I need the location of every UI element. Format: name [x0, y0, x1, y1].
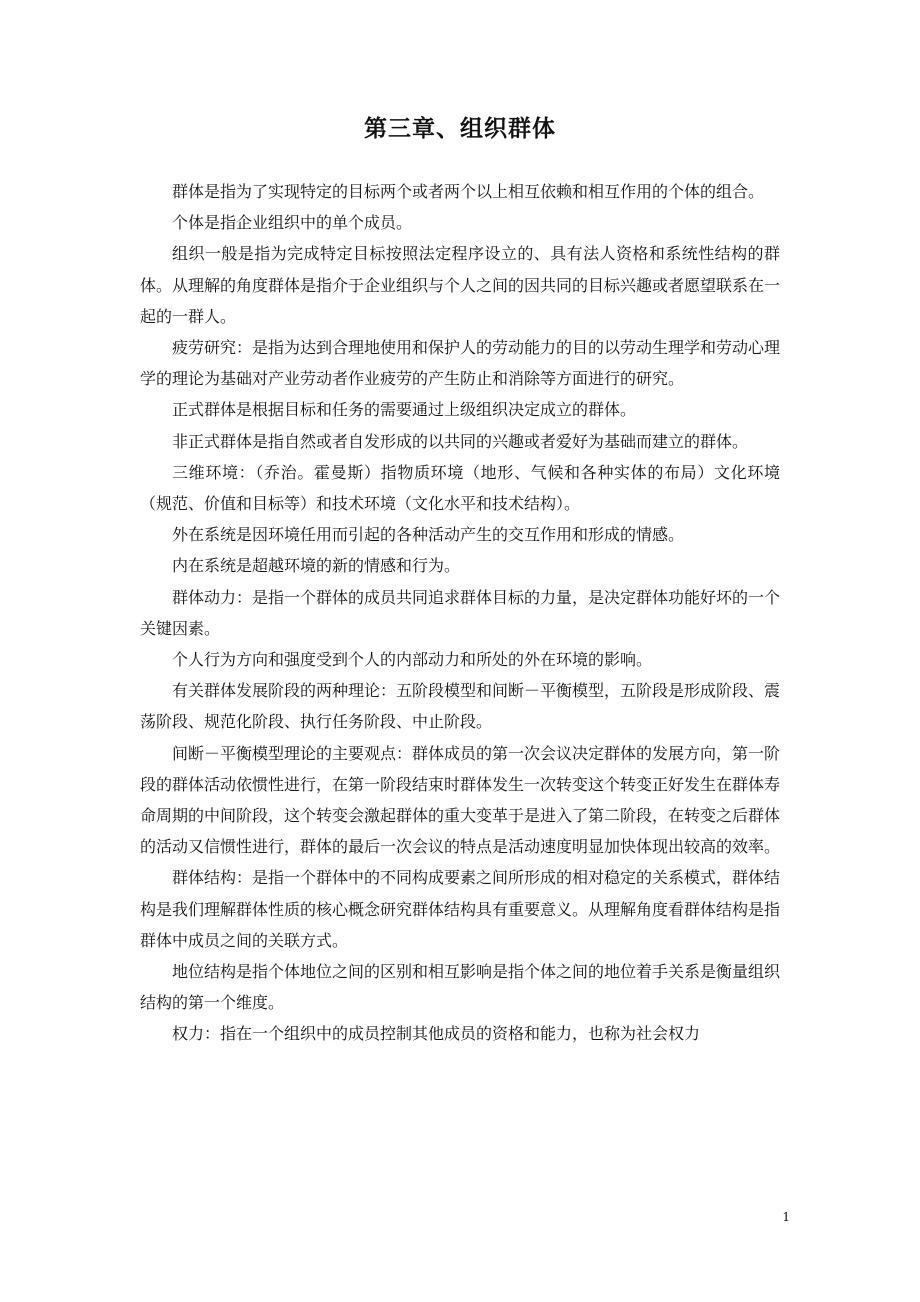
paragraph-organization-definition: 组织一般是指为完成特定目标按照法定程序设立的、具有法人资格和系统性结构的群体。从理解的角度群体是指介于企业组织与个人之间的因共同的目标兴趣或者愿望联系在一起的一群人。	[140, 244, 781, 326]
paragraph-punctuated-equilibrium: 间断－平衡模型理论的主要观点：群体成员的第一次会议决定群体的发展方向，第一阶段的群体活动依惯性进行，在第一阶段结束时群体发生一次转变这个转变正好发生在群体寿命周期的中间阶段，这个转变会激起群体的重大变革于是进入了第二阶段，在转变之后群体的活动又信惯性进行，群体的最后一次会议的特点是活动速度明显加快体现出较高的效率。	[140, 743, 781, 857]
chapter-title: 第三章、组织群体	[364, 116, 556, 142]
paragraph-group-structure: 群体结构：是指一个群体中的不同构成要素之间所形成的相对稳定的关系模式，群体结构是我们理解群体性质的核心概念研究群体结构具有重要意义。从理解角度看群体结构是指群体中成员之间的关联方式。	[140, 868, 781, 950]
paragraph-power: 权力：指在一个组织中的成员控制其他成员的资格和能力，也称为社会权力	[172, 1024, 701, 1044]
paragraph-group-dynamics: 群体动力：是指一个群体的成员共同追求群体目标的力量，是决定群体功能好坏的一个关键因素。	[140, 587, 781, 638]
document-body	[140, 176, 780, 1050]
paragraph-fatigue-research: 疲劳研究：是指为达到合理地使用和保护人的劳动能力的目的以劳动生理学和劳动心理学的理论为基础对产业劳动者作业疲劳的产生防止和消除等方面进行的研究。	[140, 338, 781, 389]
paragraph-informal-group: 非正式群体是指自然或者自发形成的以共同的兴趣或者爱好为基础而建立的群体。	[172, 431, 749, 451]
paragraph-status-structure: 地位结构是指个体地位之间的区别和相互影响是指个体之间的地位着手关系是衡量组织结构的第一个维度。	[140, 962, 781, 1013]
paragraph-development-theories: 有关群体发展阶段的两种理论：五阶段模型和间断－平衡模型，五阶段是形成阶段、震荡阶段、规范化阶段、执行任务阶段、中止阶段。	[140, 681, 781, 732]
paragraph-formal-group: 正式群体是根据目标和任务的需要通过上级组织决定成立的群体。	[172, 400, 637, 420]
paragraph-group-definition: 群体是指为了实现特定的目标两个或者两个以上相互依赖和相互作用的个体的组合。	[172, 182, 765, 201]
paragraph-external-system: 外在系统是因环境任用而引起的各种活动产生的交互作用和形成的情感。	[172, 525, 685, 545]
paragraph-individual-definition: 个体是指企业组织中的单个成员。	[172, 213, 413, 233]
paragraph-internal-system: 内在系统是超越环境的新的情感和行为。	[172, 556, 461, 576]
page-number: 1	[782, 1210, 790, 1224]
paragraph-three-dimensional-environment: 三维环境：（乔治。霍曼斯）指物质环境（地形、气候和各种实体的布局）文化环境（规范、价值和目标等）和技术环境（文化水平和技术结构）。	[140, 462, 780, 514]
paragraph-individual-behavior: 个人行为方向和强度受到个人的内部动力和所处的外在环境的影响。	[172, 650, 653, 670]
